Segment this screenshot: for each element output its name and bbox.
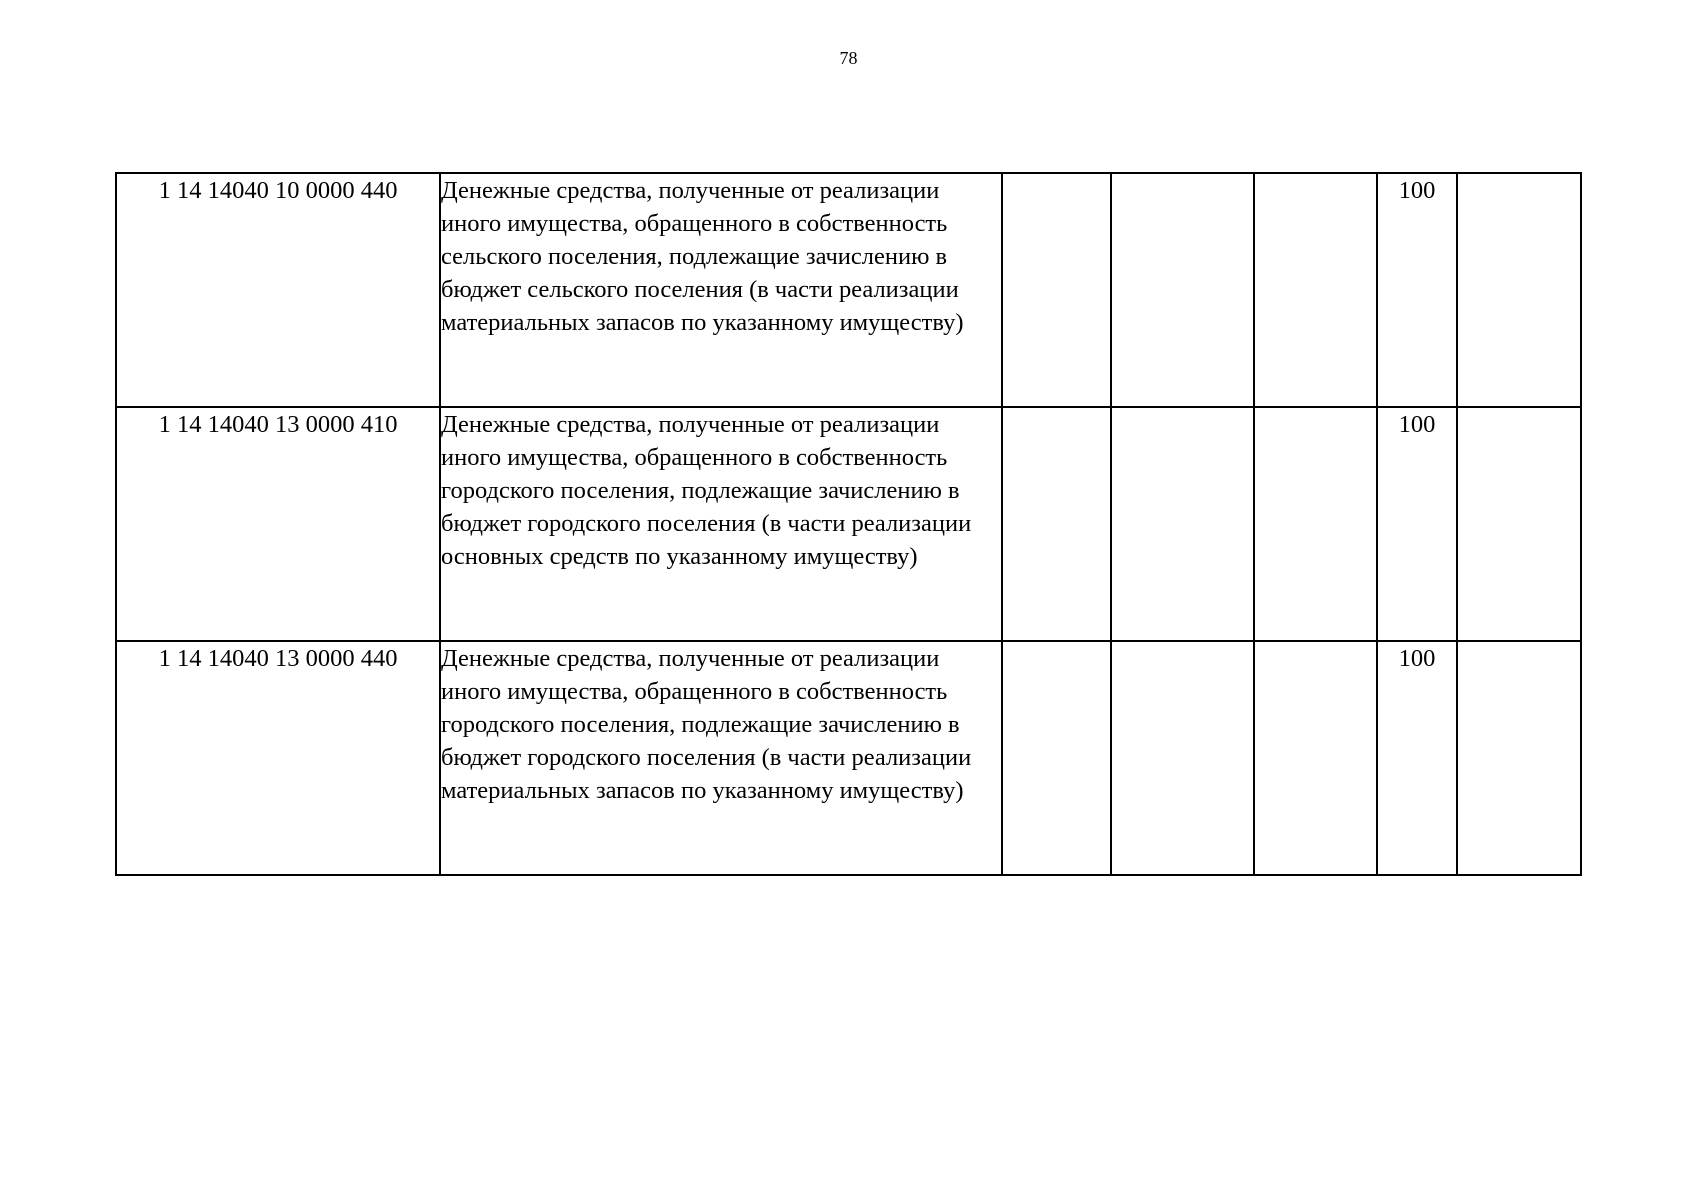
empty-cell bbox=[1254, 173, 1377, 407]
empty-cell bbox=[1111, 173, 1254, 407]
table-row bbox=[116, 407, 1581, 641]
page-number: 78 bbox=[839, 48, 858, 68]
share-percent-cell: 100 bbox=[1377, 641, 1457, 875]
share-percent-cell: 100 bbox=[1377, 173, 1457, 407]
description-cell: Денежные средства, полученные от реализации иного имущества, обращенного в собственность городского поселения, подлежащие зачислению в бюджет городского поселения (в части реализации материальных запасов по указанному имуществу) bbox=[440, 641, 1002, 875]
empty-cell bbox=[1457, 173, 1581, 407]
revenue-code-table bbox=[115, 172, 1582, 876]
budget-code-cell: 1 14 14040 10 0000 440 bbox=[116, 173, 440, 407]
budget-code-cell: 1 14 14040 13 0000 440 bbox=[116, 641, 440, 875]
empty-cell bbox=[1254, 407, 1377, 641]
empty-cell bbox=[1002, 641, 1111, 875]
empty-cell bbox=[1254, 641, 1377, 875]
empty-cell bbox=[1457, 641, 1581, 875]
empty-cell bbox=[1111, 641, 1254, 875]
empty-cell bbox=[1457, 407, 1581, 641]
empty-cell bbox=[1002, 173, 1111, 407]
table-row bbox=[116, 173, 1581, 407]
description-cell: Денежные средства, полученные от реализации иного имущества, обращенного в собственность сельского поселения, подлежащие зачислению в бюджет сельского поселения (в части реализации материальных запасов по указанному имуществу) bbox=[440, 173, 1002, 407]
table-row bbox=[116, 641, 1581, 875]
budget-code-cell: 1 14 14040 13 0000 410 bbox=[116, 407, 440, 641]
empty-cell bbox=[1002, 407, 1111, 641]
empty-cell bbox=[1111, 407, 1254, 641]
description-cell: Денежные средства, полученные от реализации иного имущества, обращенного в собственность городского поселения, подлежащие зачислению в бюджет городского поселения (в части реализации основных средств по указанному имуществу) bbox=[440, 407, 1002, 641]
share-percent-cell: 100 bbox=[1377, 407, 1457, 641]
